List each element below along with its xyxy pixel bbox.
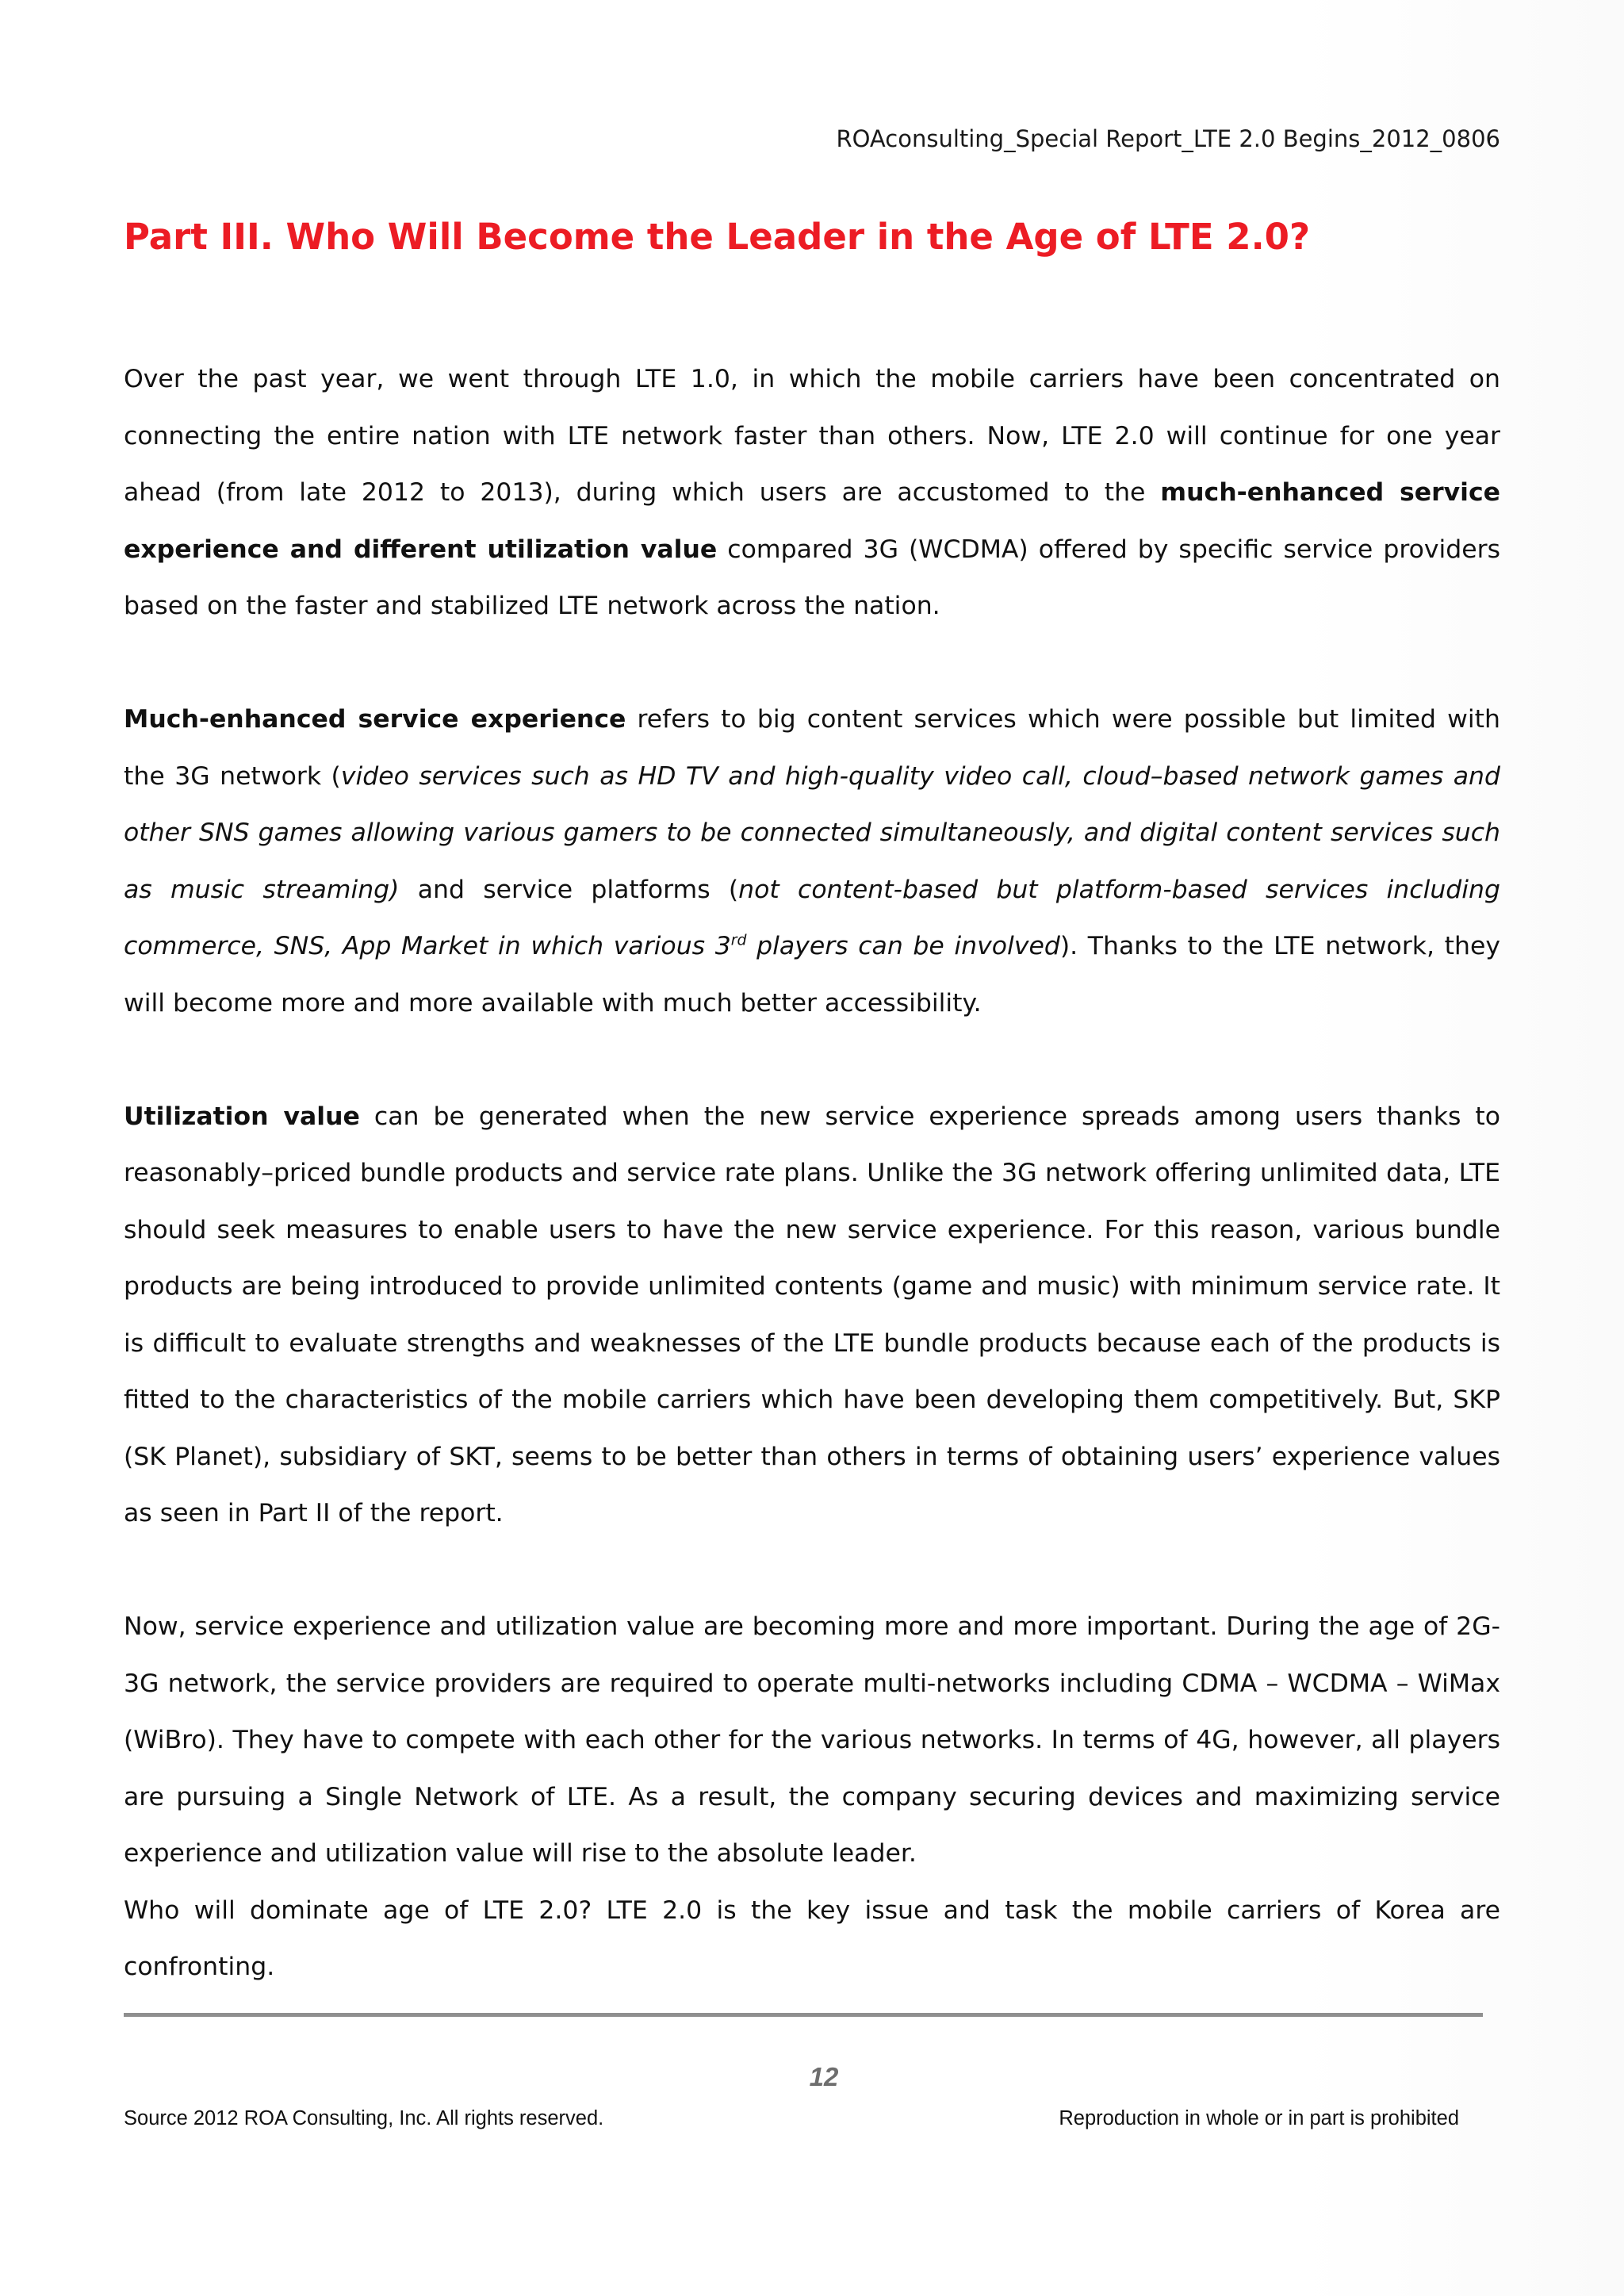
ordinal-suffix: rd: [730, 931, 747, 949]
paragraph-text: compared 3G (WCDMA) offered by specific service providers based on the faster and stabilized LTE network across the nation.: [124, 535, 1500, 620]
italic-text: players can be involved: [746, 932, 1060, 960]
running-header: ROAconsulting_Special Report_LTE 2.0 Begins_2012_0806: [836, 125, 1500, 152]
italic-text: not content-based but platform-based services including commerce, SNS, App Market in which various 3: [124, 875, 1500, 960]
paragraph-lte-overview: [124, 351, 1500, 635]
paragraph-text: and service platforms (: [399, 875, 739, 904]
paragraph-service-experience: [124, 692, 1500, 1032]
footer-divider: [124, 2013, 1483, 2017]
section-title: Part III. Who Will Become the Leader in the Age of LTE 2.0?: [124, 216, 1311, 258]
paragraph-text: refers to big content services which were possible but limited with the 3G network (: [124, 705, 1500, 791]
term-heading: Utilization value: [124, 1102, 360, 1131]
page-number: 12: [809, 2062, 839, 2091]
footer-notice: Reproduction in whole or in part is prohibited: [1059, 2107, 1459, 2129]
paragraph-text: ). Thanks to the LTE network, they will become more and more available with much better accessibility.: [124, 932, 1501, 1018]
paragraph-utilization-value: [124, 1089, 1500, 1543]
paragraph-single-network: Now, service experience and utilization value are becoming more and more important. During the age of 2G-3G network, the service providers are required to operate multi-networks including CDMA – WCDMA – WiMax (WiBro). They have to compete with each other for the various networks. In terms of 4G, however, all players are pursuing a Single Network of LTE. As a result, the company securing devices and maximizing service experience and utilization value will rise to the absolute leader.: [124, 1612, 1500, 1868]
paragraph-closing-question: Who will dominate age of LTE 2.0? LTE 2.0 is the key issue and task the mobile carriers of Korea are confronting.: [124, 1895, 1500, 1981]
body-text: [124, 351, 1500, 1996]
emphasis-text: much-enhanced service experience and different utilization value: [124, 478, 1500, 564]
footer-copyright: Source 2012 ROA Consulting, Inc. All rights reserved.: [124, 2107, 604, 2129]
paragraph-text: Over the past year, we went through LTE 1.0, in which the mobile carriers have been concentrated on connecting the entire nation with LTE network faster than others. Now, LTE 2.0 will continue for one year ahead (from late 2012 to 2013), during which users are accustomed to the: [124, 365, 1500, 507]
italic-examples: video services such as HD TV and high-quality video call, cloud–based network games and other SNS games allowing various gamers to be connected simultaneously, and digital content services such as music streaming): [124, 761, 1500, 904]
term-heading: Much-enhanced service experience: [124, 705, 626, 734]
paragraph-text: can be generated when the new service experience spreads among users thanks to reasonably–priced bundle products and service rate plans. Unlike the 3G network offering unlimited data, LTE should seek measures to enable users to have the new service experience. For this reason, various bundle products are being introduced to provide unlimited contents (game and music) with minimum service rate. It is difficult to evaluate strengths and weaknesses of the LTE bundle products because each of the products is fitted to the characteristics of the mobile carriers which have been developing them competitively. But, SKP (SK Planet), subsidiary of SKT, seems to be better than others in terms of obtaining users’ experience values as seen in Part II of the report.: [124, 1102, 1500, 1527]
